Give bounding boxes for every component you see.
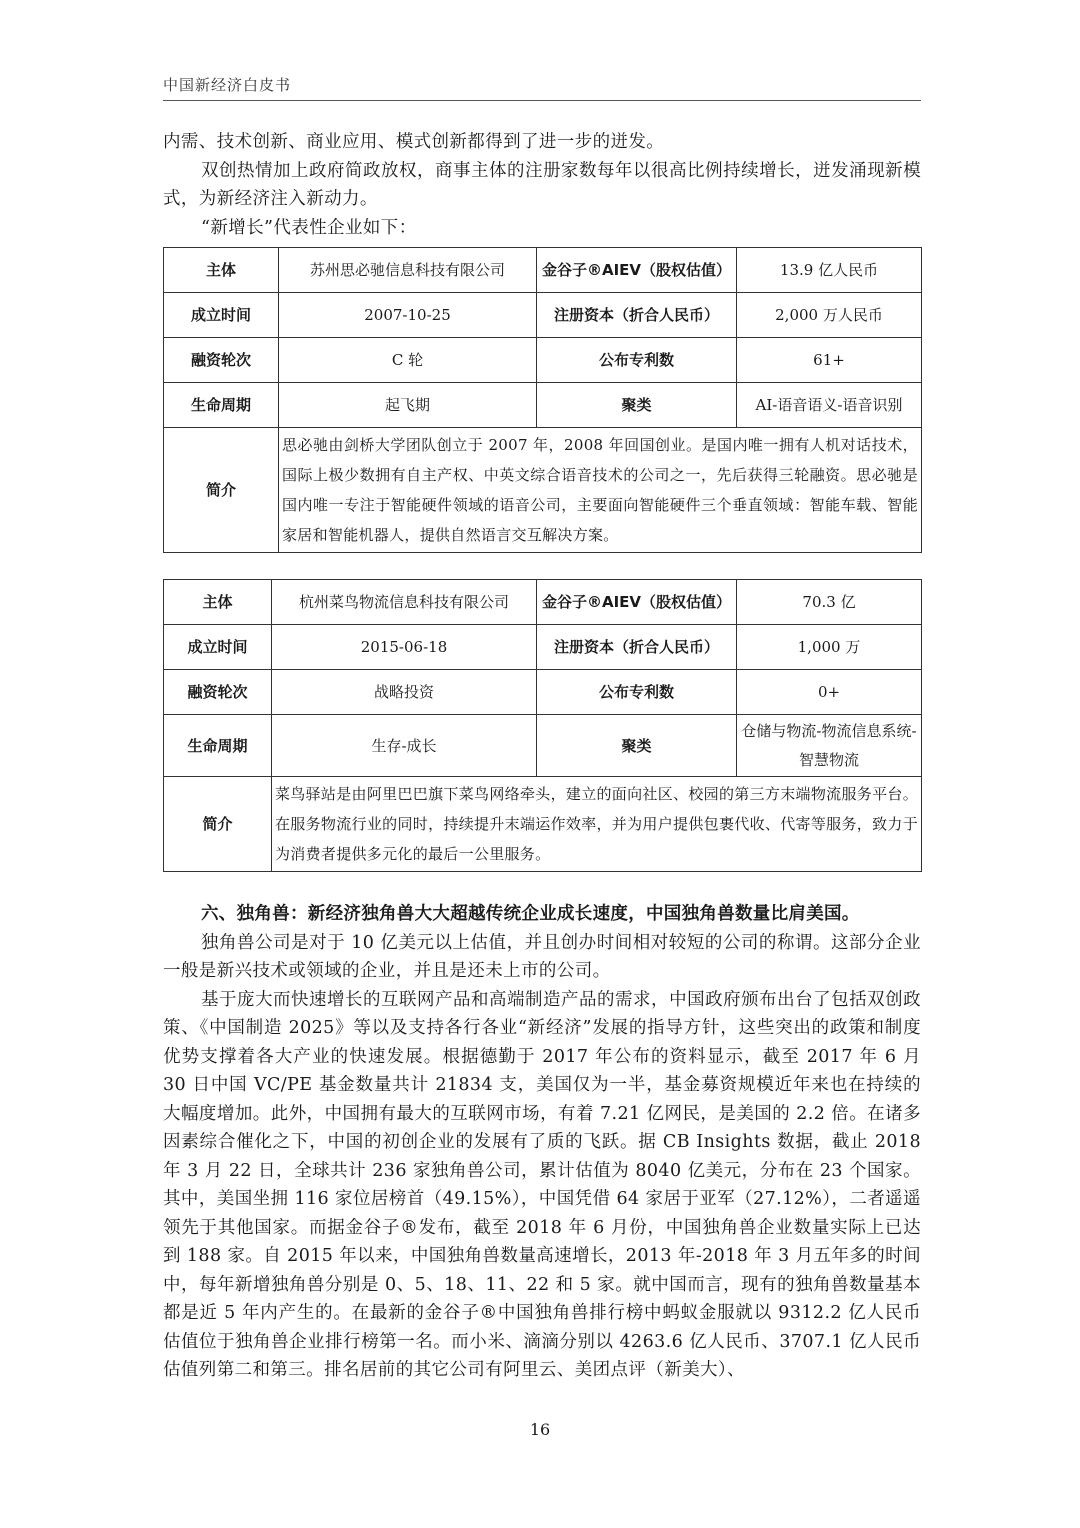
- field-label: 主体: [164, 248, 279, 293]
- running-header: 中国新经济白皮书: [163, 76, 292, 94]
- section-paragraph-2: 基于庞大而快速增长的互联网产品和高端制造产品的需求，中国政府颁布出台了包括双创政策、《中国制造 2025》等以及支持各行各业“新经济”发展的指导方针，这些突出的政策和制度优势支撑着各大产业的快速发展。根据德勤于 2017 年公布的资料显示，截至 2017 年 6 月 30 日中国 VC/PE 基金数量共计 21834 支，美国仅为一半，基金募资规模近年来也在持续的大幅度增加。此外，中国拥有最大的互联网市场，有着 7.21 亿网民，是美国的 2.2 倍。在诸多因素综合催化之下，中国的初创企业的发展有了质的飞跃。据 CB Insights 数据，截止 2018 年 3 月 22 日，全球共计 236 家独角兽公司，累计估值为 8040 亿美元，分布在 23 个国家。其中，美国坐拥 116 家位居榜首（49.15%），中国凭借 64 家居于亚军（27.12%），二者遥遥领先于其他国家。而据金谷子®发布，截至 2018 年 6 月份，中国独角兽企业数量实际上已达到 188 家。自 2015 年以来，中国独角兽数量高速增长，2013 年-2018 年 3 月五年多的时间中，每年新增独角兽分别是 0、5、18、11、22 和 5 家。就中国而言，现有的独角兽数量基本都是近 5 年内产生的。在最新的金谷子®中国独角兽排行榜中蚂蚁金服就以 9312.2 亿人民币估值位于独角兽企业排行榜第一名。而小米、滴滴分别以 4263.6 亿人民币、3707.1 亿人民币估值列第二和第三。排名居前的其它公司有阿里云、美团点评（新美大）、: [163, 989, 921, 1380]
- field-label: 注册资本（折合人民币）: [537, 293, 737, 338]
- intro-paragraph-1: 内需、技术创新、商业应用、模式创新都得到了进一步的迸发。: [163, 132, 665, 152]
- field-label: 生命周期: [164, 383, 279, 428]
- page-number: 16: [529, 1420, 551, 1439]
- field-value: 生存-成长: [272, 715, 537, 777]
- table-row: [164, 293, 922, 338]
- company-table-2: [163, 579, 922, 872]
- field-label: 注册资本（折合人民币）: [537, 625, 737, 670]
- table-row: [164, 383, 922, 428]
- field-label: 金谷子®AIEV（股权估值）: [537, 580, 737, 625]
- field-value: 1,000 万: [737, 625, 922, 670]
- table-row: [164, 777, 922, 872]
- table-row: [164, 625, 922, 670]
- field-value: 2015-06-18: [272, 625, 537, 670]
- field-label: 主体: [164, 580, 272, 625]
- table-row: [164, 670, 922, 715]
- field-value: 13.9 亿人民币: [737, 248, 922, 293]
- field-value: 61+: [737, 338, 922, 383]
- field-value: 2,000 万人民币: [737, 293, 922, 338]
- field-label: 融资轮次: [164, 338, 279, 383]
- field-value: 战略投资: [272, 670, 537, 715]
- field-value: 2007-10-25: [279, 293, 537, 338]
- field-label: 成立时间: [164, 293, 279, 338]
- field-value: 起飞期: [279, 383, 537, 428]
- table-row: [164, 715, 922, 777]
- table-row: [164, 428, 922, 553]
- field-value: 0+: [737, 670, 922, 715]
- section-body: [163, 900, 921, 1385]
- intro-label: 简介: [164, 428, 279, 553]
- field-label: 融资轮次: [164, 670, 272, 715]
- field-label: 聚类: [537, 715, 737, 777]
- field-value: 70.3 亿: [737, 580, 922, 625]
- table-row: [164, 248, 922, 293]
- field-value: 仓储与物流-物流信息系统-智慧物流: [737, 715, 922, 777]
- table-row: [164, 580, 922, 625]
- field-label: 成立时间: [164, 625, 272, 670]
- field-value: 苏州思必驰信息科技有限公司: [279, 248, 537, 293]
- intro-text: [163, 128, 921, 242]
- field-label: 金谷子®AIEV（股权估值）: [537, 248, 737, 293]
- table-row: [164, 338, 922, 383]
- field-value: C 轮: [279, 338, 537, 383]
- intro-text-cell: 思必驰由剑桥大学团队创立于 2007 年，2008 年回国创业。是国内唯一拥有人机对话技术，国际上极少数拥有自主产权、中英文综合语音技术的公司之一，先后获得三轮融资。思必驰是国内唯一专注于智能硬件领域的语音公司，主要面向智能硬件三个垂直领域：智能车载、智能家居和智能机器人，提供自然语言交互解决方案。: [279, 428, 922, 553]
- header-divider: [163, 100, 921, 101]
- field-label: 公布专利数: [537, 338, 737, 383]
- intro-paragraph-2: 双创热情加上政府简政放权，商事主体的注册家数每年以很高比例持续增长，迸发涌现新模式，为新经济注入新动力。: [163, 160, 921, 209]
- field-label: 聚类: [537, 383, 737, 428]
- field-value: AI-语音语义-语音识别: [737, 383, 922, 428]
- table-caption: “新增长”代表性企业如下：: [201, 217, 417, 238]
- section-paragraph-1: 独角兽公司是对于 10 亿美元以上估值，并且创办时间相对较短的公司的称谓。这部分企业一般是新兴技术或领域的企业，并且是还未上市的公司。: [163, 932, 921, 981]
- field-label: 生命周期: [164, 715, 272, 777]
- intro-text-cell: 菜鸟驿站是由阿里巴巴旗下菜鸟网络牵头，建立的面向社区、校园的第三方末端物流服务平台。在服务物流行业的同时，持续提升末端运作效率，并为用户提供包裹代收、代寄等服务，致力于为消费者提供多元化的最后一公里服务。: [272, 777, 922, 872]
- field-value: 杭州菜鸟物流信息科技有限公司: [272, 580, 537, 625]
- company-table-1: [163, 247, 922, 553]
- section-heading: 六、独角兽：新经济独角兽大大超越传统企业成长速度，中国独角兽数量比肩美国。: [201, 904, 860, 924]
- field-label: 公布专利数: [537, 670, 737, 715]
- intro-label: 简介: [164, 777, 272, 872]
